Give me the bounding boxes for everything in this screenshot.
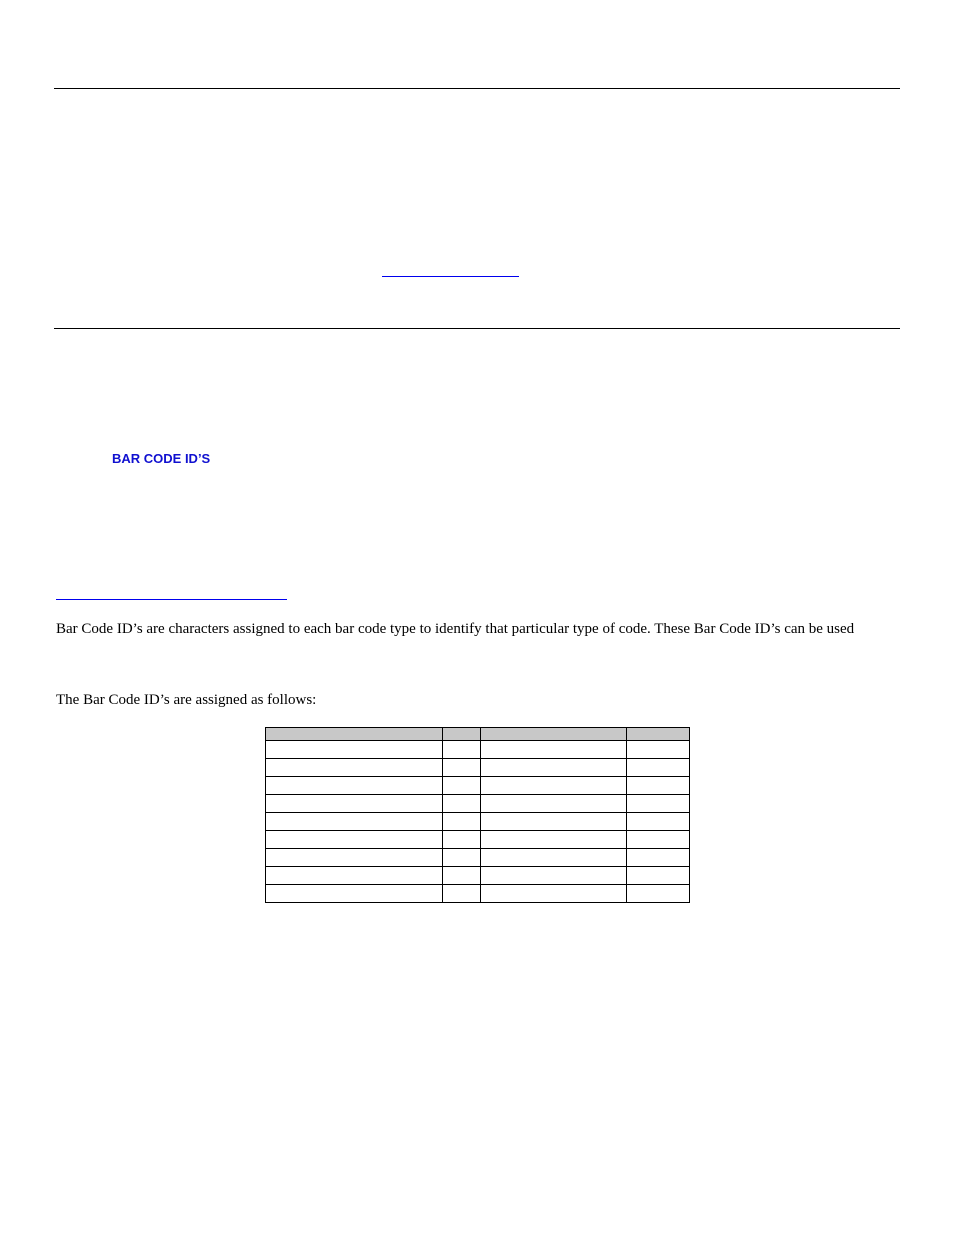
table-cell [266,849,443,867]
table-cell [443,777,481,795]
bar-code-id-table [265,727,690,903]
table-cell [266,795,443,813]
table-cell [266,831,443,849]
table-row [266,813,690,831]
table-row [266,741,690,759]
table-row [266,885,690,903]
header-cell-id [443,728,481,741]
table-cell [266,813,443,831]
table-cell [443,813,481,831]
hyperlink[interactable] [382,276,519,277]
table-cell [443,885,481,903]
table-cell [266,867,443,885]
table-cell [481,813,627,831]
table-cell [443,831,481,849]
table-cell [266,741,443,759]
table-row [266,759,690,777]
header-divider [54,328,900,329]
table-row [266,867,690,885]
table-cell [627,813,690,831]
table-cell [443,741,481,759]
section-link[interactable] [56,599,287,600]
header-cell-code-type-2 [481,728,627,741]
table-cell [627,885,690,903]
table-row [266,831,690,849]
table-cell [266,777,443,795]
table-row [266,849,690,867]
table-header-row [266,728,690,741]
table-cell [627,831,690,849]
table-cell [443,759,481,777]
table-body [266,741,690,903]
table-cell [443,867,481,885]
table-cell [481,795,627,813]
table-cell [481,849,627,867]
table-row [266,777,690,795]
table-cell [443,795,481,813]
table-cell [627,777,690,795]
table-row [266,795,690,813]
table-cell [627,741,690,759]
table-cell [481,867,627,885]
table-cell [443,849,481,867]
table-cell [266,759,443,777]
section-heading: BAR CODE ID’S [112,451,211,466]
table-cell [266,885,443,903]
table-cell [627,759,690,777]
top-divider [54,88,900,89]
header-cell-id-2 [627,728,690,741]
table-cell [627,867,690,885]
table-cell [481,759,627,777]
table-cell [481,741,627,759]
table-cell [481,777,627,795]
table-cell [481,831,627,849]
table-cell [627,795,690,813]
intro-paragraph: Bar Code ID’s are characters assigned to each bar code type to identify that particular type of code. These Bar Code ID’s can be used [56,621,855,637]
header-cell-code-type [266,728,443,741]
table-cell [627,849,690,867]
table-cell [481,885,627,903]
assignment-paragraph: The Bar Code ID’s are assigned as follows: [56,692,317,708]
